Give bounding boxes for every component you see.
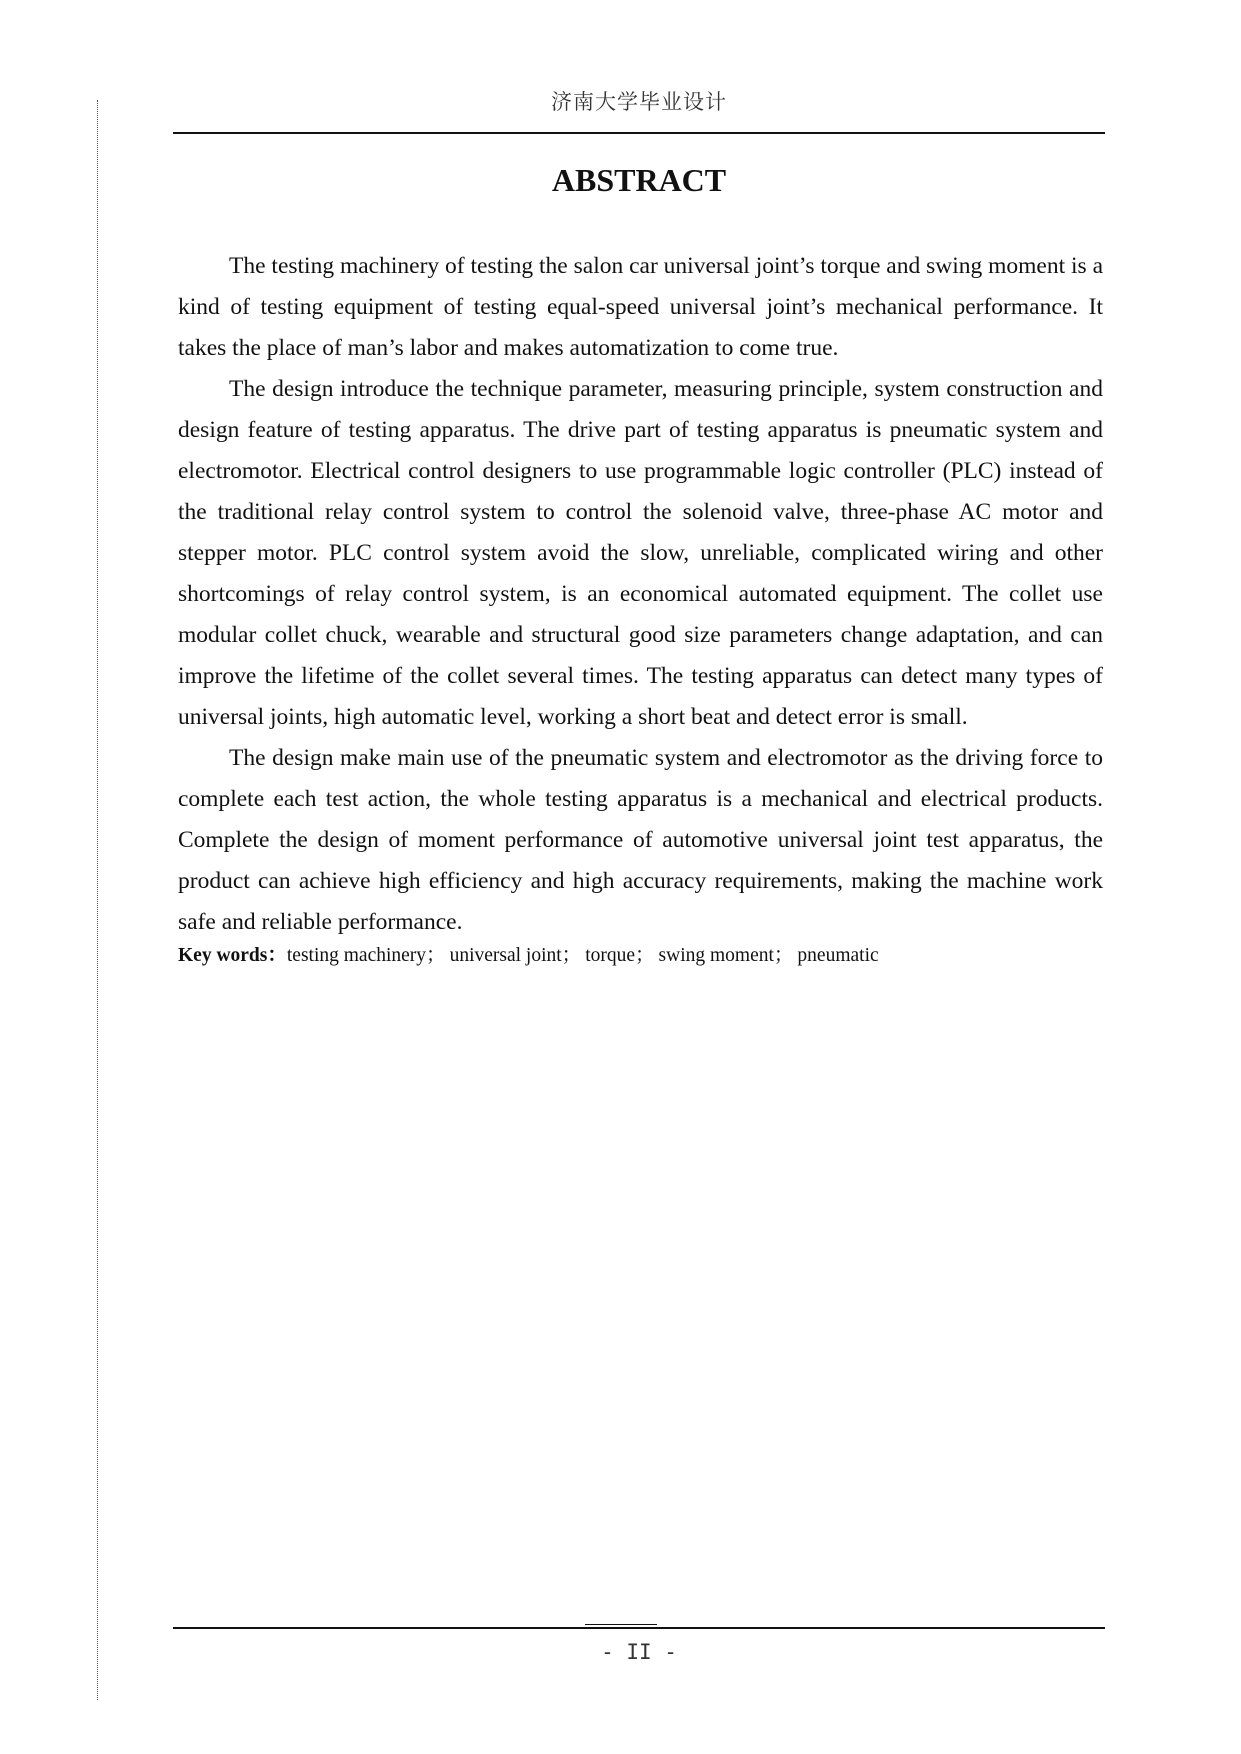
keywords-label: Key words：: [178, 945, 287, 966]
footer-rule: [173, 1627, 1105, 1629]
keyword-separator: ；: [426, 945, 446, 966]
page-header: 济南大学毕业设计: [551, 90, 727, 114]
keyword-separator: ；: [561, 945, 582, 966]
keywords-line: [178, 943, 1103, 969]
abstract-body: [178, 246, 1103, 969]
keyword-separator: ；: [635, 945, 655, 966]
keyword-item: universal joint: [449, 945, 562, 966]
abstract-paragraph-1: The testing machinery of testing the salon car universal joint’s torque and swing moment is a kind of testing equipment of testing equal-speed universal joint’s mechanical performance. It takes the place of man’s labor and makes automatization to come true.: [178, 253, 1103, 361]
keyword-item: swing moment: [658, 945, 774, 966]
keyword-separator: ；: [773, 945, 794, 966]
header-rule: [173, 132, 1105, 134]
footer-rule-accent: [585, 1624, 657, 1625]
abstract-paragraph-3: The design make main use of the pneumatic system and electromotor as the driving force to complete each test action, the whole testing apparatus is a mechanical and electrical products. Complete the design of moment performance of automotive universal joint test apparatus, the product can achieve high efficiency and high accuracy requirements, making the machine work safe and reliable performance.: [178, 745, 1103, 935]
keyword-item: testing machinery: [286, 945, 427, 966]
keyword-item: torque: [585, 945, 636, 966]
binding-margin-line: [97, 100, 98, 1700]
abstract-paragraph-2: The design introduce the technique parameter, measuring principle, system construction and design feature of testing apparatus. The drive part of testing apparatus is pneumatic system and electromotor. Electrical control designers to use programmable logic controller (PLC) instead of the traditional relay control system to control the solenoid valve, three-phase AC motor and stepper motor. PLC control system avoid the slow, unreliable, complicated wiring and other shortcomings of relay control system, is an economical automated equipment. The collet use modular collet chuck, wearable and structural good size parameters change adaptation, and can improve the lifetime of the collet several times. The testing apparatus can detect many types of universal joints, high automatic level, working a short beat and detect error is small.: [178, 376, 1103, 730]
page-number: - II -: [601, 1640, 677, 1664]
abstract-title: ABSTRACT: [551, 162, 727, 198]
keyword-item: pneumatic: [797, 945, 879, 966]
